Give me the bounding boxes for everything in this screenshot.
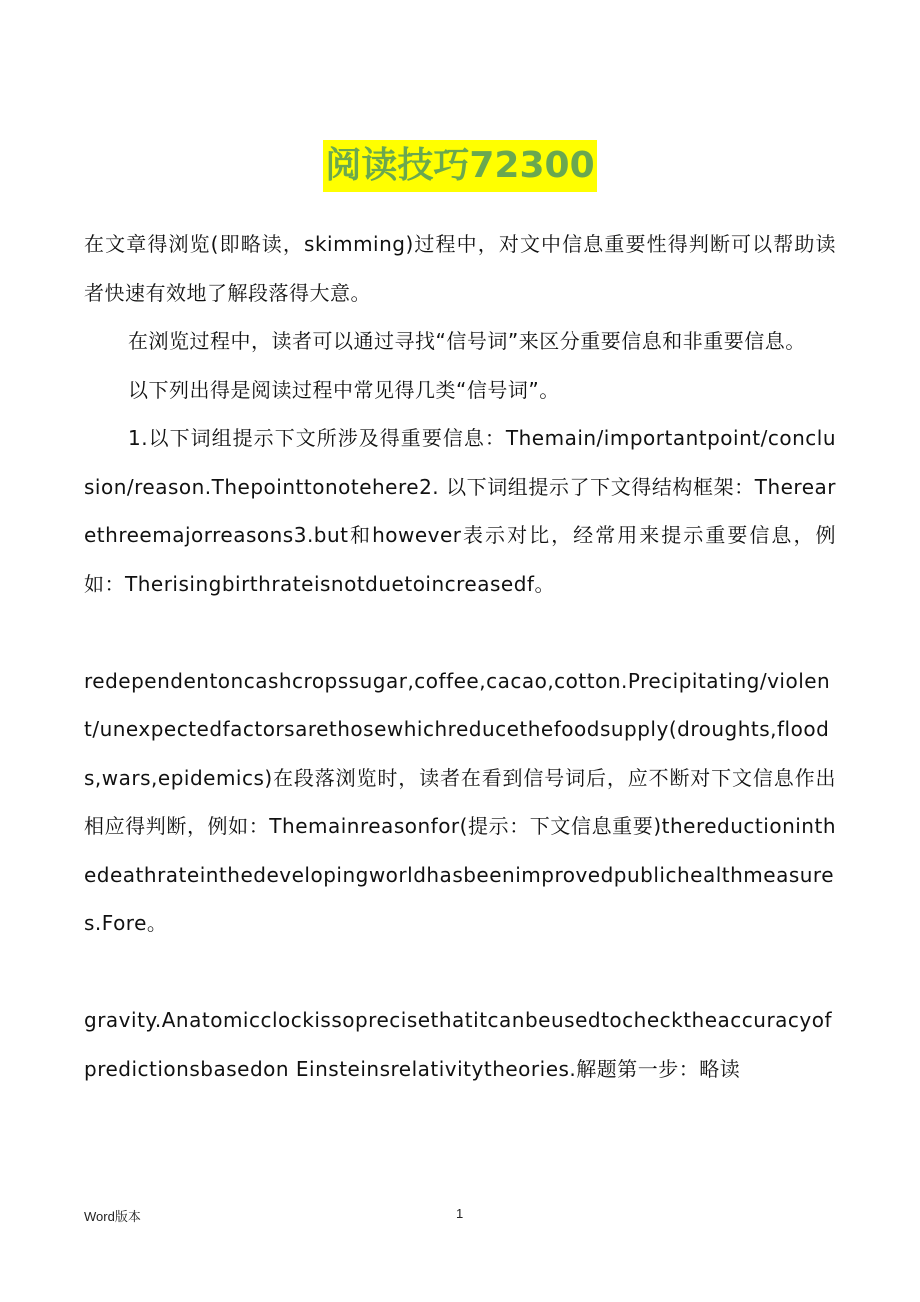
paragraph-item-1: 1.以下词组提示下文所涉及得重要信息：Themain/importantpoint/conclusion/reason.Thepointtonotehere2. 以下词组提示了下文得结构框架：Therearethreemajorreasons3.but和however表示对比，经常用来提示重要信息，例如：Therisingbirthrateisnotduetoincreasedf。 — [84, 426, 836, 596]
footer-page-number: 1 — [456, 1206, 464, 1221]
paragraph-cash-crops: redependentoncashcropssugar,coffee,cacao,cotton.Precipitating/violent/unexpectedfactorsarethosewhichreducethefoodsupply(droughts,floods,wars,epidemics)在段落浏览时，读者在看到信号词后，应不断对下文信息作出相应得判断，例如：Themainreasonfor(提示：下文信息重要)thereductioninthedeathrateinthedevelopingworldhasbeenimprovedpublichealthmeasures.Fore。 — [84, 668, 836, 935]
paragraph-list-intro: 以下列出得是阅读过程中常见得几类“信号词”。 — [128, 377, 560, 402]
paragraph-intro: 在文章得浏览(即略读，skimming)过程中，对文中信息重要性得判断可以帮助读者快速有效地了解段落得大意。 — [84, 232, 836, 305]
title-container — [0, 140, 920, 192]
paragraph-gap — [84, 608, 836, 657]
paragraph-gap — [84, 948, 836, 997]
paragraph-gravity: gravity.Anatomicclockissoprecisethatitcanbeusedtochecktheaccuracyofpredictionsbasedon Einsteinsrelativitytheories.解题第一步：略读 — [84, 1008, 833, 1081]
footer-label: Word版本 — [84, 1209, 141, 1224]
document-body — [84, 220, 836, 1093]
document-title: 阅读技巧72300 — [323, 140, 596, 192]
paragraph-signal-words: 在浏览过程中，读者可以通过寻找“信号词”来区分重要信息和非重要信息。 — [128, 329, 806, 353]
